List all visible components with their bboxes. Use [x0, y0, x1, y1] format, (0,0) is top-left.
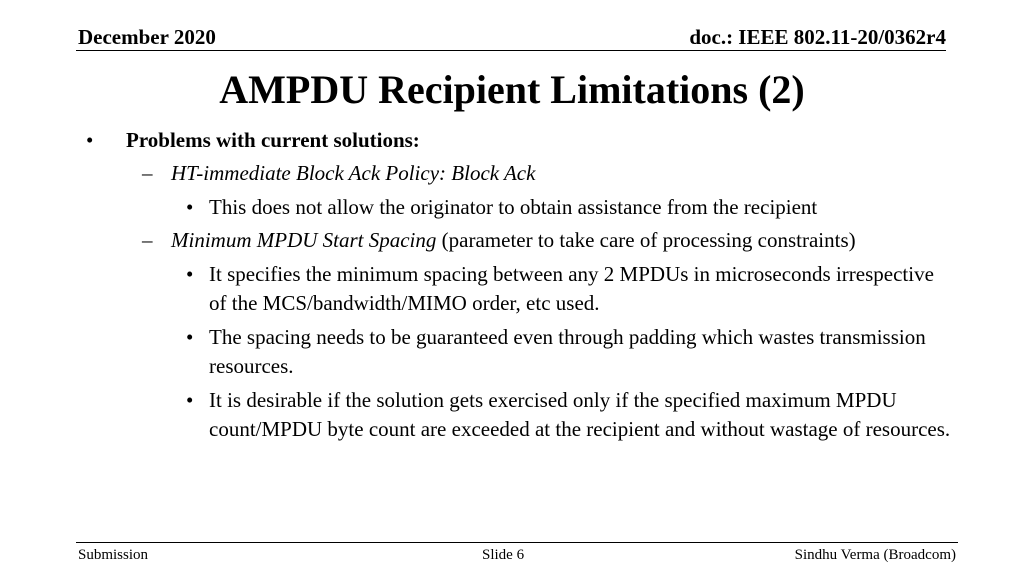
mmss-sub-text: The spacing needs to be guaranteed even through padding which wastes transmission resources. — [209, 325, 926, 378]
bullet-marker: • — [186, 195, 194, 219]
ht-policy-text: HT-immediate Block Ack Policy: Block Ack — [171, 161, 536, 185]
header-divider — [76, 50, 946, 51]
dash-marker: – — [142, 161, 153, 185]
bullet-marker: • — [186, 388, 194, 412]
mmss-rest-text: (parameter to take care of processing constraints) — [436, 228, 856, 252]
sub-sub-bullet-ht — [86, 193, 956, 222]
bullet-marker: • — [186, 262, 194, 286]
mmss-sub-text: It specifies the minimum spacing between any 2 MPDUs in microseconds irrespective of the MCS/bandwidth/MIMO order, etc used. — [209, 262, 934, 315]
mmss-sub-text: It is desirable if the solution gets exercised only if the specified maximum MPDU count/MPDU byte count are exceeded at the recipient and without wastage of resources. — [209, 388, 951, 441]
bullet-marker: • — [86, 128, 94, 152]
footer-slide-number: Slide 6 — [482, 547, 525, 563]
footer-submission: Submission — [78, 547, 149, 563]
bullet-problems — [86, 126, 956, 155]
ht-sub-text: This does not allow the originator to obtain assistance from the recipient — [209, 195, 818, 219]
sub-bullet-mmss — [86, 226, 956, 255]
header-date: December 2020 — [78, 25, 216, 49]
footer-divider — [76, 542, 958, 543]
bullet-marker: • — [186, 325, 194, 349]
bullet-problems-text: Problems with current solutions: — [126, 128, 420, 152]
mmss-italic-text: Minimum MPDU Start Spacing — [171, 228, 437, 252]
slide-content — [86, 126, 956, 444]
sub-sub-bullet-mmss-1 — [86, 260, 956, 318]
footer-author: Sindhu Verma (Broadcom) — [794, 547, 956, 563]
sub-sub-bullet-mmss-2 — [86, 323, 956, 381]
dash-marker: – — [142, 228, 153, 252]
header-doc-id: doc.: IEEE 802.11-20/0362r4 — [689, 25, 946, 49]
slide-title: AMPDU Recipient Limitations (2) — [219, 67, 805, 112]
sub-sub-bullet-mmss-3 — [86, 386, 956, 444]
sub-bullet-ht-policy — [86, 159, 956, 188]
